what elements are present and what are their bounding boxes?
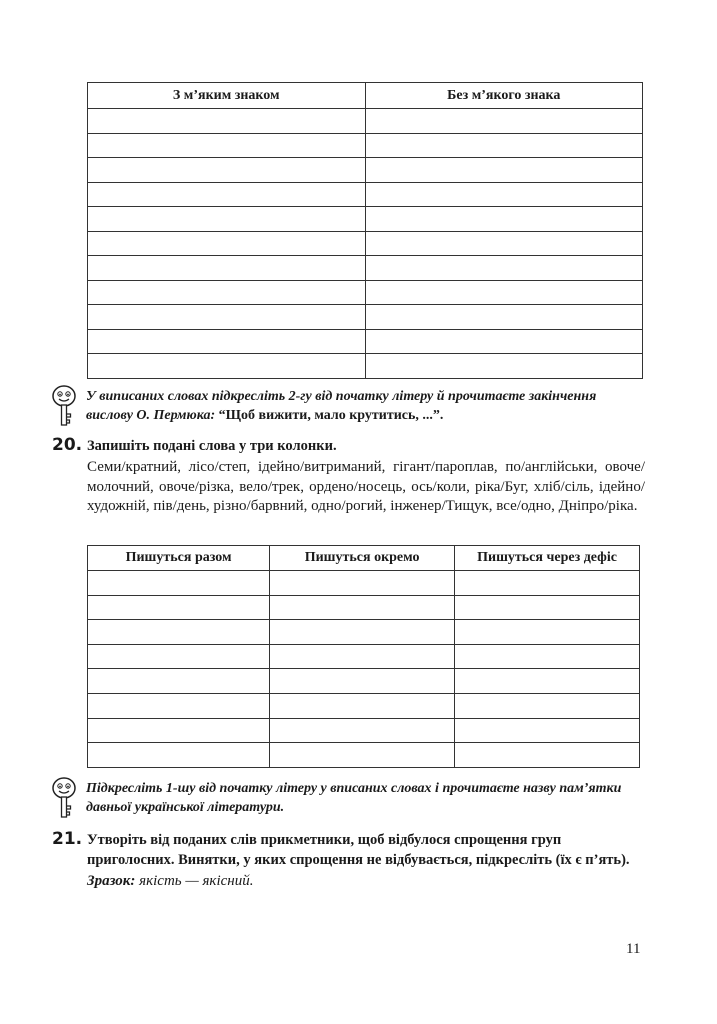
answer-cell[interactable] bbox=[88, 207, 366, 232]
answer-cell[interactable] bbox=[88, 620, 270, 645]
answer-cell[interactable] bbox=[365, 182, 643, 207]
answer-cell[interactable] bbox=[88, 595, 270, 620]
table-row bbox=[88, 182, 643, 207]
column-header-hyphen: Пишуться через дефіс bbox=[455, 546, 640, 571]
answer-cell[interactable] bbox=[365, 109, 643, 134]
key-mascot-icon bbox=[49, 776, 79, 820]
answer-cell[interactable] bbox=[88, 693, 270, 718]
table-row bbox=[88, 280, 643, 305]
hint-text: У виписаних словах підкресліть 2-гу від початку літеру й прочитаєте закінчення вислову О. Пермюка: bbox=[86, 389, 597, 423]
hint-instruction: Підкресліть 1-шу від початку літеру у вписаних словах і прочитаєте назву пам’ятки давньої української літератури. bbox=[86, 781, 622, 815]
example-label: Зразок: bbox=[87, 873, 136, 889]
column-header-without-soft-sign: Без м’якого знака bbox=[365, 83, 643, 109]
answer-cell[interactable] bbox=[455, 718, 640, 743]
table-row bbox=[88, 109, 643, 134]
table-row bbox=[88, 354, 643, 379]
example-line bbox=[87, 873, 253, 890]
answer-cell[interactable] bbox=[88, 571, 270, 596]
table-row bbox=[88, 718, 640, 743]
answer-cell[interactable] bbox=[88, 109, 366, 134]
example-text: якість — якісний. bbox=[135, 873, 254, 889]
table-row bbox=[88, 207, 643, 232]
answer-cell[interactable] bbox=[88, 280, 366, 305]
hint-quote: “Щоб вижити, мало крутитись, ...”. bbox=[218, 408, 444, 423]
answer-cell[interactable] bbox=[365, 231, 643, 256]
answer-cell[interactable] bbox=[365, 280, 643, 305]
answer-cell[interactable] bbox=[365, 256, 643, 281]
answer-cell[interactable] bbox=[88, 305, 366, 330]
table-row bbox=[88, 329, 643, 354]
answer-cell[interactable] bbox=[88, 644, 270, 669]
hint-instruction bbox=[86, 387, 646, 425]
answer-cell[interactable] bbox=[88, 329, 366, 354]
task-number: 21. bbox=[52, 829, 83, 849]
answer-cell[interactable] bbox=[270, 718, 455, 743]
task-title: Утворіть від поданих слів прикметники, щоб відбулося спрощення груп приголосних. Винятки, у яких спрощення не відбувається, підкресліть (їх є п’ять). bbox=[87, 832, 630, 868]
task-title: Запишіть подані слова у три колонки. bbox=[87, 438, 337, 454]
table-row bbox=[88, 743, 640, 768]
table-row bbox=[88, 595, 640, 620]
answer-cell[interactable] bbox=[270, 743, 455, 768]
column-header-with-soft-sign: З м’яким знаком bbox=[88, 83, 366, 109]
table-row bbox=[88, 256, 643, 281]
answer-cell[interactable] bbox=[455, 693, 640, 718]
column-header-together: Пишуться разом bbox=[88, 546, 270, 571]
answer-cell[interactable] bbox=[88, 182, 366, 207]
answer-cell[interactable] bbox=[365, 354, 643, 379]
answer-cell[interactable] bbox=[88, 256, 366, 281]
answer-cell[interactable] bbox=[88, 743, 270, 768]
answer-cell[interactable] bbox=[365, 133, 643, 158]
answer-cell[interactable] bbox=[88, 669, 270, 694]
table-row bbox=[88, 644, 640, 669]
answer-cell[interactable] bbox=[455, 620, 640, 645]
answer-cell[interactable] bbox=[270, 693, 455, 718]
two-column-table bbox=[87, 82, 643, 379]
answer-cell[interactable] bbox=[365, 207, 643, 232]
table-row bbox=[88, 133, 643, 158]
task-number: 20. bbox=[52, 435, 83, 455]
page-number: 11 bbox=[626, 941, 641, 957]
table-row bbox=[88, 693, 640, 718]
answer-cell[interactable] bbox=[270, 571, 455, 596]
table-row bbox=[88, 571, 640, 596]
answer-cell[interactable] bbox=[88, 158, 366, 183]
answer-cell[interactable] bbox=[88, 718, 270, 743]
answer-cell[interactable] bbox=[365, 158, 643, 183]
table-row bbox=[88, 620, 640, 645]
answer-cell[interactable] bbox=[455, 595, 640, 620]
table-row bbox=[88, 305, 643, 330]
column-header-separately: Пишуться окремо bbox=[270, 546, 455, 571]
answer-cell[interactable] bbox=[455, 571, 640, 596]
task-word-list: Семи/кратний, лісо/степ, ідейно/витриманий, гігант/пароплав, по/англійськи, овоче/молочний, овоче/різка, вело/трек, ордено/носець, ось/коли, ріка/Буг, хліб/сіль, ідейно/художній, пів/день, різно/барвний, одно/рогий, інженер/Тищук, все/одно, Дніпро/ріка. bbox=[87, 459, 645, 514]
answer-cell[interactable] bbox=[455, 669, 640, 694]
answer-cell[interactable] bbox=[455, 743, 640, 768]
answer-cell[interactable] bbox=[270, 595, 455, 620]
table-row bbox=[88, 669, 640, 694]
table-row bbox=[88, 231, 643, 256]
key-mascot-icon bbox=[49, 384, 79, 428]
answer-cell[interactable] bbox=[270, 644, 455, 669]
three-column-table bbox=[87, 545, 640, 768]
answer-cell[interactable] bbox=[88, 231, 366, 256]
table-row bbox=[88, 158, 643, 183]
answer-cell[interactable] bbox=[88, 133, 366, 158]
answer-cell[interactable] bbox=[270, 669, 455, 694]
answer-cell[interactable] bbox=[455, 644, 640, 669]
answer-cell[interactable] bbox=[88, 354, 366, 379]
answer-cell[interactable] bbox=[365, 329, 643, 354]
answer-cell[interactable] bbox=[365, 305, 643, 330]
answer-cell[interactable] bbox=[270, 620, 455, 645]
